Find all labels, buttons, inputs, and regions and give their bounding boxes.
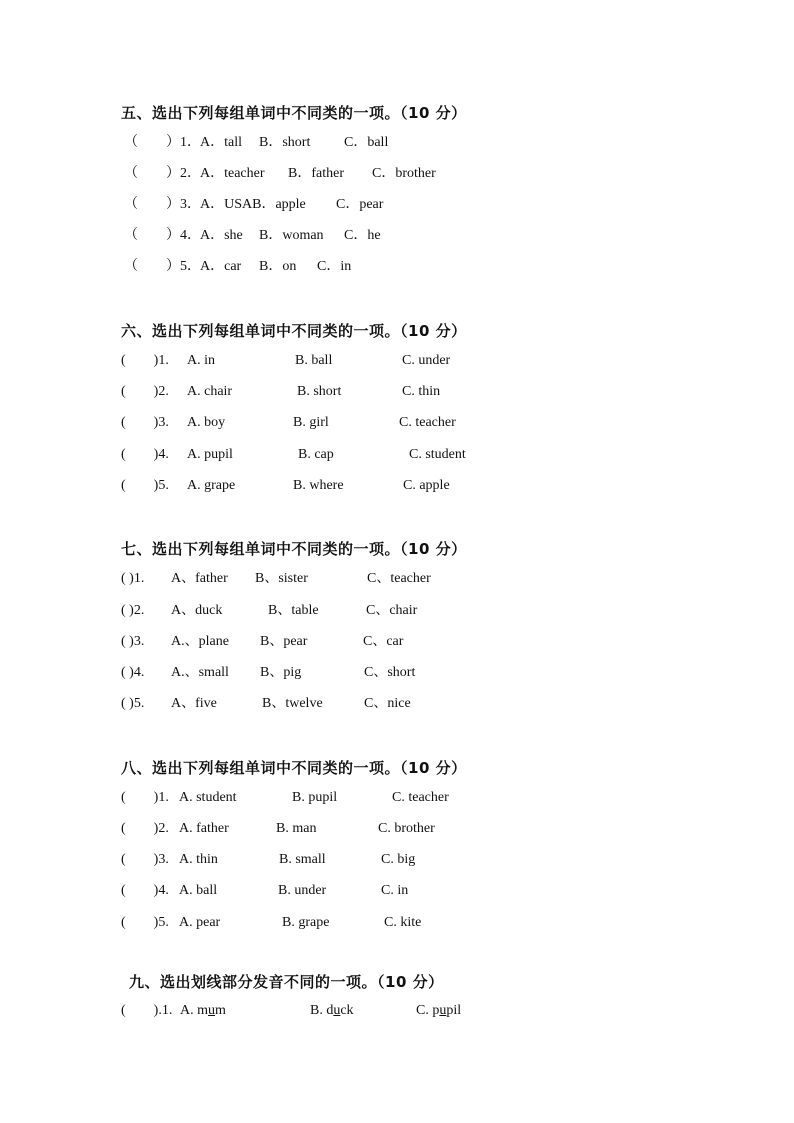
question-number: ( )5. — [121, 478, 169, 493]
option-b: B．on — [259, 259, 297, 274]
option-c: C．he — [344, 228, 381, 243]
option-c: C．in — [317, 259, 352, 274]
option-c: C. apple — [403, 478, 450, 493]
question-number: （ ）3． — [124, 197, 201, 212]
option-a: A. thin — [179, 852, 218, 867]
option-b: B. short — [297, 384, 342, 399]
option-a: A. father — [179, 821, 229, 836]
question-number: ( )4. — [121, 665, 145, 680]
option-b: B．short — [259, 135, 311, 150]
question-number: （ ）2． — [124, 166, 201, 181]
option-c: C. brother — [378, 821, 435, 836]
option-b: B、table — [268, 603, 319, 618]
underlined-letter: u — [439, 1003, 447, 1018]
question-number: ( )4. — [121, 883, 169, 898]
section-9-title: 九、选出划线部分发音不同的一项。（10 分） — [129, 973, 444, 991]
option-c: C. in — [381, 883, 409, 898]
option-c: C. under — [402, 353, 451, 368]
option-b: B. cap — [298, 447, 334, 462]
option-a: A. chair — [187, 384, 233, 399]
question-number: ( )5. — [121, 696, 145, 711]
option-a: A．USAB．apple — [200, 197, 306, 212]
option-a: A、five — [171, 696, 217, 711]
section-6-title: 六、选出下列每组单词中不同类的一项。（10 分） — [121, 322, 467, 340]
option-c: C. student — [409, 447, 466, 462]
option-c: C、teacher — [367, 571, 431, 586]
option-b: B、twelve — [262, 696, 323, 711]
option-a: A. pear — [179, 915, 221, 930]
option-c: C. pupil — [416, 1003, 462, 1018]
option-a: A、duck — [171, 603, 223, 618]
option-b: B. man — [276, 821, 317, 836]
question-number: （ ）1． — [124, 135, 201, 150]
option-b: B. ball — [295, 353, 333, 368]
option-a: A. boy — [187, 415, 226, 430]
underlined-letter: u — [333, 1003, 341, 1018]
option-c: C. big — [381, 852, 416, 867]
option-a: A. in — [187, 353, 215, 368]
question-number: ( )3. — [121, 415, 169, 430]
option-b: B、pig — [260, 665, 302, 680]
option-c: C. thin — [402, 384, 441, 399]
option-a: A. mum — [180, 1003, 226, 1018]
option-c: C. teacher — [399, 415, 456, 430]
section-5-title: 五、选出下列每组单词中不同类的一项。（10 分） — [121, 104, 467, 122]
option-a: A. student — [179, 790, 237, 805]
option-b: B、pear — [260, 634, 308, 649]
question-number: ( )3. — [121, 634, 145, 649]
option-b: B. grape — [282, 915, 330, 930]
option-b: B. where — [293, 478, 344, 493]
question-number: ( ).1. — [121, 1003, 173, 1018]
option-a: A．car — [200, 259, 242, 274]
option-b: B. small — [279, 852, 326, 867]
question-number: ( )1. — [121, 353, 169, 368]
option-a: A．tall — [200, 135, 242, 150]
underlined-letter: u — [208, 1003, 215, 1018]
option-a: A.、small — [171, 665, 229, 680]
option-c: C、chair — [366, 603, 418, 618]
question-number: （ ）5． — [124, 259, 201, 274]
option-a: A. grape — [187, 478, 236, 493]
question-number: ( )4. — [121, 447, 169, 462]
option-c: C、car — [363, 634, 404, 649]
question-number: （ ）4． — [124, 228, 201, 243]
question-number: ( )3. — [121, 852, 169, 867]
question-number: ( )5. — [121, 915, 169, 930]
question-number: ( )2. — [121, 384, 169, 399]
option-a: A、father — [171, 571, 228, 586]
option-b: B. pupil — [292, 790, 338, 805]
option-c: C．pear — [336, 197, 384, 212]
option-a: A．teacher — [200, 166, 265, 181]
option-b: B. girl — [293, 415, 329, 430]
section-7-title: 七、选出下列每组单词中不同类的一项。（10 分） — [121, 540, 467, 558]
option-b: B、sister — [255, 571, 308, 586]
option-c: C．ball — [344, 135, 389, 150]
option-a: A．she — [200, 228, 243, 243]
question-number: ( )1. — [121, 571, 145, 586]
option-c: C．brother — [372, 166, 436, 181]
option-b: B. duck — [310, 1003, 354, 1018]
option-b: B．woman — [259, 228, 324, 243]
option-c: C、nice — [364, 696, 411, 711]
option-a: A.、plane — [171, 634, 229, 649]
option-b: B．father — [288, 166, 344, 181]
option-c: C. teacher — [392, 790, 449, 805]
question-number: ( )2. — [121, 603, 145, 618]
option-c: C、short — [364, 665, 416, 680]
question-number: ( )1. — [121, 790, 169, 805]
section-8-title: 八、选出下列每组单词中不同类的一项。（10 分） — [121, 759, 467, 777]
option-a: A. ball — [179, 883, 218, 898]
question-number: ( )2. — [121, 821, 169, 836]
option-a: A. pupil — [187, 447, 233, 462]
option-c: C. kite — [384, 915, 422, 930]
option-b: B. under — [278, 883, 327, 898]
